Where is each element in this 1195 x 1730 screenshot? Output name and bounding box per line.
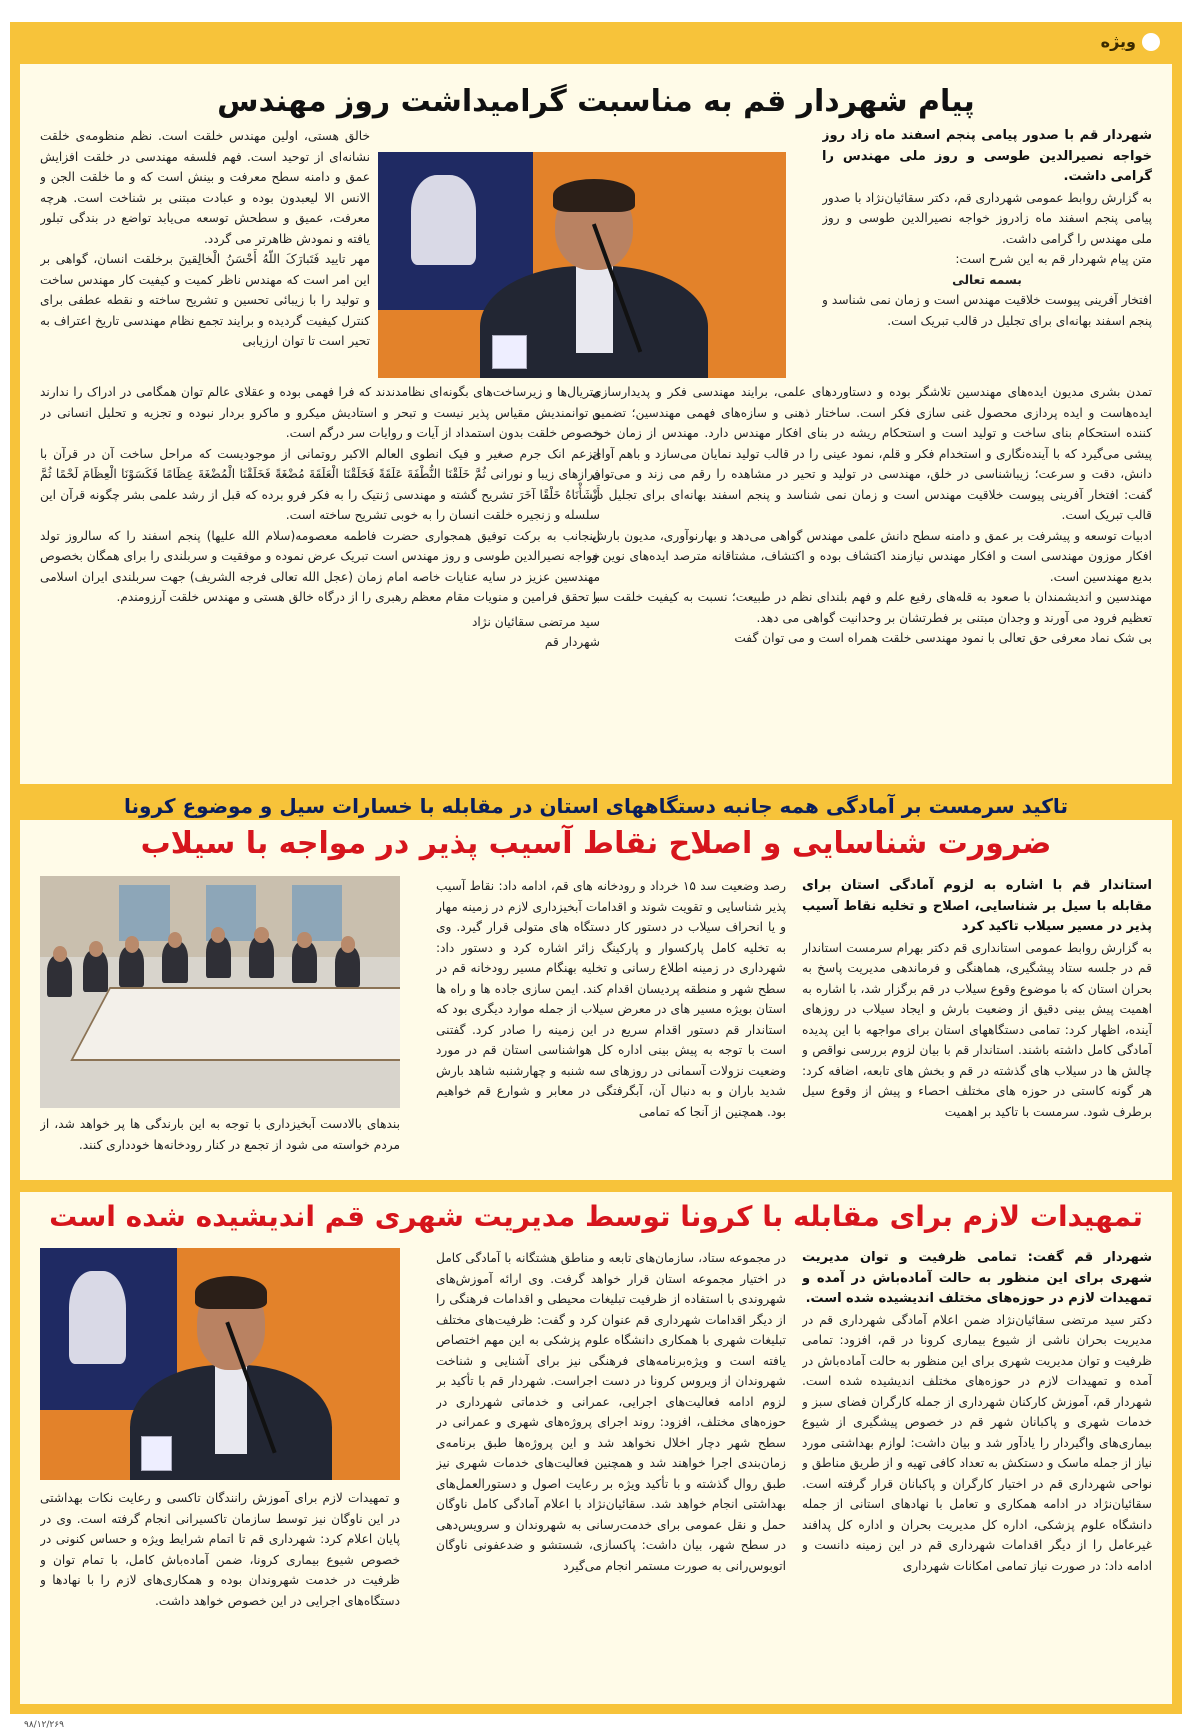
signature-title: شهردار قم [544,635,600,649]
article-corona [20,1192,1172,1704]
paragraph: رصد وضعیت سد ۱۵ خرداد و رودخانه های قم، ادامه داد: نقاط آسیب پذیر شناسایی و تقویت شوند و اقدامات آبخیزداری لازم در زمینه مهار و یا انحراف سیلاب در دستور کار دستگاه های متولی قرار گیرد. وی به تخلیه کامل پارکسوار و پارکینگ زائر اشاره کرد و دستور داد: شهرداری در زمینه اطلاع رسانی و تخلیه بهنگام مسیر رودخانه قم در سطح شهر و منطقه پردیسان اقدام کند. ایمن سازی جاده ها و راه ها استان بویژه مسیر های در معرض سیلاب از جمله موارد دیگری بود که استاندار قم دستور اقدام سریع در این زمینه را صادر کرد. گفتنی است با توجه به پیش بینی اداره کل هواشناسی استان قم در مورد وضعیت نزولات آسمانی در روزهای سه شنبه و چهارشنبه شاهد بارش شدید باران و به دنبال آن، آبگرفتگی در معابر و شوارع قم خواهیم بود. همچنین از آنجا که تمامی [436,879,786,1119]
section-tag [1101,32,1160,51]
article-headline: پیام شهردار قم به مناسبت گرامیداشت روز مهندس [217,84,975,119]
paragraph: مهر تایید فَتَبارَکَ اللّهُ أَحْسَنُ الْخالِقینَ برخلقت انسان، گواهی بر این امر است که مهندس ناظر کمیت و کیفیت کار مهندس ساخت و تولید را با زیبائی تحسین و تشریح ساخته و نقطه عطفی برای کنترل کیفیت گردیده و برایند تجمع نظام مهندسی تاریخ اعتراف به تحیر است تا توان ارزیابی [40,252,370,348]
paragraph: بی شک نماد معرفی حق تعالی با نمود مهندسی خلقت همراه است و می توان گفت [734,631,1152,645]
article-column [40,1114,400,1174]
article-column [592,382,1152,774]
paragraph: و تمهیدات لازم برای آموزش رانندگان تاکسی و رعایت نکات بهداشتی در این ناوگان نیز توسط سازمان تاکسیرانی انجام گرفته است. وی در پایان اعلام کرد: شهرداری قم تا اتمام شرایط ویژه و حساس کنونی در خصوص شیوع بیماری کرونا، ضمن آماده‌باش کامل، با تمام توان و ظرفیت در خدمت شهروندان بوده و همکاری‌های لازم را با نهادها و دستگاه‌های اجرایی در این خصوص خواهد داشت. [40,1491,400,1608]
article-headline: تمهیدات لازم برای مقابله با کرونا توسط مدیریت شهری قم اندیشیده شده است [49,1200,1143,1233]
article-column [40,126,370,376]
article-column [40,1488,400,1696]
page-code: ۹۸/۱۲/۲۶۹ [24,1720,64,1730]
mayor-photo [40,1248,400,1480]
article-kicker: تاکید سرمست بر آمادگی همه جانبه دستگاههای استان در مقابله با خسارات سیل و موضوع کرونا [20,792,1172,820]
paragraph: تمدن بشری مدیون ایده‌های مهندسین تلاشگر بوده و دستاوردهای علمی، برایند مهندسی فکر و پدیدارسازی ایده‌هاست و ایده پردازی محصول غنی سازی فکر است. ساختار ذهنی و سازه‌های فهمی مهندسین؛ تضمین کننده استحکام بنای ساخت و تولید است و استحکام ریشه در بنای افکار مهندس دارد. مهندس از زمان خود پیشی می‌گیرد که با آینده‌نگاری و استخدام فکر و قلم، نمود عینی را در قالب تولید نمایان می‌سازد و باهم آوای دانش، دقت و سرعت؛ زیباشناسی در خلق، مهندسی در تولید و تحیر در مشاهده را رقم می زند و می‌توان گفت: افتخار آفرینی پیوست خلاقیت مهندس است و زمان نمی شناسد و پنجم اسفند بهانه‌ای برای تجلیل در قالب تبریک است. [592,385,1152,522]
circle-bullet-icon [1142,33,1160,51]
article-column [436,1248,786,1696]
paragraph: افتخار آفرینی پیوست خلاقیت مهندس است و زمان نمی شناسد و پنجم اسفند بهانه‌ای برای تجلیل در قالب تبریک است. [822,293,1152,328]
paragraph: مهندسین و اندیشمندان با صعود به قله‌های رفیع علم و فهم بلندای نظم در طبیعت؛ نسبت به کیفیت خلقت سر تعظیم فرود می آورند و وجدان مبتنی بر فطرتشان بر وحدانیت گواهی می دهد. [592,590,1152,625]
newspaper-page [10,22,1182,1730]
article-column [436,876,786,1172]
article-headline: ضرورت شناسایی و اصلاح نقاط آسیب پذیر در مواجه با سیلاب [140,826,1052,861]
paragraph: بندهای بالادست آبخیزداری با توجه به این بارندگی ها پر خواهد شد، از مردم خواسته می شود از تجمع در کنار رودخانه‌ها خودداری کنند. [40,1117,400,1152]
article-engineer-day [20,64,1172,784]
paragraph: در مجموعه ستاد، سازمان‌های تابعه و مناطق هشتگانه با آمادگی کامل در اختیار مجموعه استان قرار خواهد گرفت. وی ارائه آموزش‌های شهروندی با استفاده از ظرفیت تبلیغات محیطی و اقدامات فرهنگی را از دیگر اقدامات شهرداری قم عنوان کرد و گفت: ظرفیت‌های مختلف تبلیغات شهری با همکاری دانشگاه علوم پزشکی به این مهم اختصاص یافته است و ویژه‌برنامه‌های فرهنگی نیز برای آشنایی و شناخت شهروندان از ویروس کرونا در دست اجراست. شهردار قم با تأکید بر لزوم ادامه فعالیت‌های اجرایی، عمرانی و خدماتی شهرداری در حوزه‌های مختلف، افزود: روند اجرای پروژه‌های شهری و عمرانی در سطح شهر دچار اخلال نخواهد شد و این پروژه‌ها طبق برنامه‌ی زمان‌بندی اجرا خواهند شد و همچنین فعالیت‌های خدمات شهری نیز طبق روال گذشته و با تأکید ویژه بر رعایت اصول و دستورالعمل‌های بهداشتی انجام خواهد شد. سقائیان‌نژاد با اعلام آمادگی کامل ناوگان حمل و نقل عمومی برای خدمت‌رسانی به شهروندان و سرویس‌دهی در سطح شهر، بیان داشت: پاکسازی، شستشو و ضدعفونی ناوگان اتوبوس‌رانی به صورت مستمر انجام می‌گیرد [436,1251,786,1573]
paragraph: اینجانب به برکت توفیق همجواری حضرت فاطمه معصومه(سلام الله علیها) پنجم اسفند را که سالروز تولد خواجه نصیرالدین طوسی و روز مهندس است تبریک عرض نموده و موفقیت و سربلندی را برای همگان بخصوص مهندسین عزیز در سایه عنایات خاصه امام زمان (عجل الله تعالی فرجه الشریف) جهت سربلندی ایران اسلامی با تحقق فرامین و منویات مقام معظم رهبری را از درگاه خالق هستی و مهندس خلقت آرزومندم. [40,528,600,604]
paragraph: دکتر سید مرتضی سقائیان‌نژاد ضمن اعلام آمادگی شهرداری قم در مدیریت بحران ناشی از شیوع بیماری کرونا در قم، افزود: تمامی ظرفیت و توان مدیریت شهری برای این منظور به حالت آماده‌باش در آمده و تمهیدات لازم در حوزه‌های مختلف اندیشیده شده است. شهردار قم، آموزش کارکنان شهرداری از جمله کارگران فضای سبز و خدمات شهری و پاکبانان شهر قم در خصوص پیشگیری از شیوع بیماری‌های واگیردار را یادآور شد و بیان داشت: لوازم بهداشتی مورد نیاز از جمله ماسک و دستکش به تعداد کافی تهیه و از طریق مناطق و نواحی شهرداری قم در اختیار کارگران و پاکبانان قرار گرفته است. سقائیان‌نژاد در ادامه همکاری و تعامل با نهادهای استانی از جمله دانشگاه علوم پزشکی، اداره کل مدیریت بحران و اداره کل پدافند غیرعامل را از دیگر اقدامات شهرداری قم در این زمینه دانست و ادامه داد: در صورت نیاز تمامی امکانات شهرداری [802,1312,1152,1573]
paragraph-heading: بسمه تعالی [952,272,1022,287]
article-lead: استاندار قم با اشاره به لزوم آمادگی استان برای مقابله با سیل بر شناسایی، اصلاح و تخلیه نقاط آسیب پذیر در مسیر سیلاب تاکید کرد [802,878,1152,934]
article-lead: شهردار قم با صدور پیامی پنجم اسفند ماه زاد روز خواجه نصیرالدین طوسی و روز ملی مهندس را گرامی داشت. [822,128,1152,184]
article-column [802,876,1152,1172]
article-flood [20,792,1172,1180]
article-column [40,382,600,774]
paragraph: متریال‌ها و زیرساخت‌های بگونه‌ای نظامدندند که فرا فهمی بوده و عقلای عالم توان همگامی در ادراک را ندارند و توانمندیش مقیاس پذیر نیست و تبحر و استادیش میکرو و ماکرو بردار نبوده و تجزیه و تحلیل انسانی در خصوص خلقت بدون استمداد از آیات و روایات سر درگم است. [40,385,600,440]
paragraph: ادبیات توسعه و پیشرفت بر عمق و دامنه سطح دانش علمی مهندس گواهی می‌دهد و بهارنوآوری، مدیون بارش افکار موزون مهندسی است و افکار مهندس نیازمند اکتشاف بوده و اکتشاف، مشتاقانه مترصد ایده‌های نوین و بدیع مهندسین است. [592,528,1152,584]
article-intro-column [822,126,1152,376]
article-column [802,1248,1152,1696]
article-lead: شهردار قم گفت: تمامی ظرفیت و توان مدیریت شهری برای این منظور به حالت آماده‌باش در آمده و تمهیدات لازم در حوزه‌های مختلف اندیشیده شده است. [802,1250,1152,1306]
mayor-photo [378,152,786,378]
section-label: ویژه [1100,32,1136,51]
paragraph: خالق هستی، اولین مهندس خلقت است. نظم منظومه‌ی خلقت نشانه‌ای از توحید است. فهم فلسفه مهندسی در خلقت افزایش عمق و دامنه سطح معرفت و بینش است که و ما خلقت الجن و الانس الا لیعبدون بوده و عبادت مبتنی بر شناخت است. هرچه معرفت، عمیق و سطحش توسعه می‌یابد تواضع در بندگی تبلور یافته و نمودش ظاهرتر می گردد. [40,129,370,246]
meeting-photo [40,876,400,1108]
paragraph: به گزارش روابط عمومی استانداری قم دکتر بهرام سرمست استاندار قم در جلسه ستاد پیشگیری، هماهنگی و فرماندهی مدیریت پاسخ به بحران استان که با موضوع وقوع سیلاب در قم برگزار شد، با اشاره به اهمیت پیش بینی دقیق از وضعیت بارش و ایجاد سیلاب در روزهای آینده، اظهار کرد: تمامی دستگاههای استان برای مواجهه با این پدیده آمادگی کامل داشته باشند. استاندار قم با بیان لزوم بررسی نواقص و چالش ها در سیلاب های گذشته در قم و بخش های تابعه، اضافه کرد: هر گونه کاستی در حوزه های مختلف احصاء و پیش از وقوع سیل برطرف شود. سرمست با تاکید بر اهمیت [802,940,1152,1119]
paragraph: اتزعم انک جرم صغیر و فیک انطوی العالم الاکبر روتمانی از موجودیست که مراحل ساخت آن در قرآن با فرازهای زیبا و نورانی ثُمَّ خَلَقْنَا النُّطْفَةَ عَلَقَةً فَخَلَقْنَا الْعَلَقَةَ مُضْغَةً فَخَلَقْنَا الْمُضْغَةَ عِظَامًا فَكَسَوْنَا الْعِظَامَ لَحْمًا ثُمَّ أَنْشَأْنَاهُ خَلْقًا آخَرَ تشریح گشته و مهندسی ژنتیک را به فکر فرو برده که قبل از رشد علمی بشر چگونه قرآن این سلسله و زنجیره خلقت انسان را به خوبی تشریح ساخته است. [40,446,600,522]
paragraph: به گزارش روابط عمومی شهرداری قم، دکتر سقائیان‌نژاد با صدور پیامی پنجم اسفند ماه زادروز خواجه نصیرالدین طوسی و روز ملی مهندس را گرامی داشت. [822,190,1152,246]
signature-name: سید مرتضی سقائیان نژاد [471,614,600,629]
paragraph: متن پیام شهردار قم به این شرح است: [955,252,1152,266]
